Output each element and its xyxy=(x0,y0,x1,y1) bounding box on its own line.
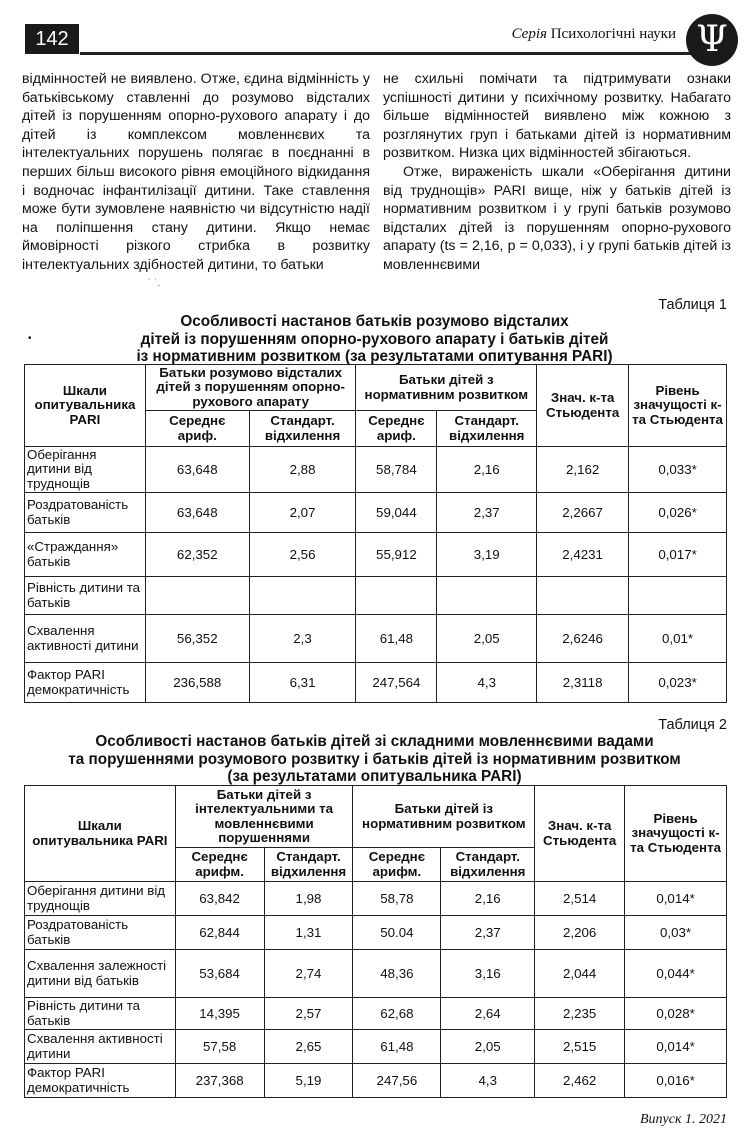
table-cell: 2,65 xyxy=(264,1030,353,1064)
table-cell: 61,48 xyxy=(356,615,437,663)
table1-header-student: Знач. к-та Стьюдента xyxy=(537,365,629,447)
table2-header-mean: Середнє арифм. xyxy=(353,848,441,882)
left-paragraph: відмінностей не виявлено. Отже, єдина відмінність у батьківському ставленні до розумово відсталих дітей із порушенням опорно-рухового апарату і до дітей із комплексом мовленнєвих та інтелектуальних порушень полягає в поєднанні в перших більш високого рівня емоційного відкидання і водночас інфантилізації дитини. Таке ставлення може бути зумовлене наявністю чи відсутністю надії на поліпшення стану дитини. Якщо немає ймовірності різкого стрибка в розвитку інтелектуальних здібностей дитини, то батьки xyxy=(22,71,370,273)
table-cell: 0,044* xyxy=(625,950,727,998)
table-cell: 2,515 xyxy=(535,1030,625,1064)
scan-artifact: • xyxy=(28,333,32,344)
table-cell: 2,6246 xyxy=(537,615,629,663)
table1-header-group1: Батьки розумово відсталих дітей з порушенням опорно-рухового апарату xyxy=(145,365,356,411)
table-cell: 63,648 xyxy=(145,447,249,493)
table-cell: 237,368 xyxy=(175,1064,264,1098)
table-row xyxy=(25,447,727,493)
table-cell: 62,68 xyxy=(353,998,441,1030)
table2 xyxy=(24,785,727,1098)
footer-issue: Випуск 1. 2021 xyxy=(639,1112,727,1127)
table-cell: 247,564 xyxy=(356,663,437,703)
table-cell: 2,07 xyxy=(249,493,356,533)
table-cell: 62,844 xyxy=(175,916,264,950)
right-paragraph-2: Отже, вираженість шкали «Оберігання дитини від труднощів» PARI вище, ніж у батьків дітей із нормативним розвитком і у групі батьків розумово відсталих дітей із порушенням опорно-рухового апарату (ts = 2,16, р = 0,033), і у групі батьків дітей із мовленнєвими xyxy=(383,163,731,273)
table-cell: 2,56 xyxy=(249,533,356,577)
table-cell: 2,3 xyxy=(249,615,356,663)
table-row xyxy=(25,663,727,703)
table-row xyxy=(25,533,727,577)
table-cell-scale: Схвалення залежності дитини від батьків xyxy=(25,950,176,998)
table-cell: 0,014* xyxy=(625,1030,727,1064)
table-cell-scale: Схвалення активності дитини xyxy=(25,1030,176,1064)
table-cell: 2,16 xyxy=(437,447,537,493)
table1-header-group2: Батьки дітей з нормативним розвитком xyxy=(356,365,537,411)
table-cell xyxy=(537,577,629,615)
table-cell-scale: «Страждання» батьків xyxy=(25,533,146,577)
table2-label: Таблиця 2 xyxy=(658,717,727,733)
table-cell: 48,36 xyxy=(353,950,441,998)
table-cell: 62,352 xyxy=(145,533,249,577)
table-cell: 53,684 xyxy=(175,950,264,998)
table-cell: 63,648 xyxy=(145,493,249,533)
text-column-left xyxy=(22,70,370,275)
table2-title-line: та порушеннями розумового розвитку і батьків дітей із нормативним розвитком xyxy=(68,750,681,768)
table-row xyxy=(25,882,727,916)
table-cell-scale: Фактор PARI демократичність xyxy=(25,663,146,703)
table2-title xyxy=(20,733,729,786)
table-cell: 3,16 xyxy=(441,950,535,998)
table2-header-sd: Стандарт. відхилення xyxy=(441,848,535,882)
psi-logo-icon: Ψ xyxy=(686,14,738,66)
table-cell xyxy=(356,577,437,615)
table-cell xyxy=(629,577,727,615)
table-cell: 5,19 xyxy=(264,1064,353,1098)
table-cell: 6,31 xyxy=(249,663,356,703)
table1-header-significance: Рівень значущості к-та Стьюдента xyxy=(629,365,727,447)
table2-header-significance: Рівень значущості к-та Стьюдента xyxy=(625,786,727,882)
table-cell xyxy=(249,577,356,615)
table-cell: 0,023* xyxy=(629,663,727,703)
table-cell xyxy=(145,577,249,615)
table-cell: 2,462 xyxy=(535,1064,625,1098)
page-number: 142 xyxy=(25,24,79,54)
table-cell: 0,03* xyxy=(625,916,727,950)
table1-label: Таблиця 1 xyxy=(658,297,727,313)
table-cell: 57,58 xyxy=(175,1030,264,1064)
table-cell-scale: Оберігання дитини від труднощів xyxy=(25,882,176,916)
right-paragraph-1: не схильні помічати та підтримувати ознаки успішності дитини у психічному розвитку. Набагато більше відмінностей виявлено між кожною з розглянутих груп і батьками дітей із нормативним розвитком. Низка цих відмінностей збігаються. xyxy=(383,71,731,162)
table-cell: 2,514 xyxy=(535,882,625,916)
series-prefix: Серія xyxy=(511,26,547,42)
table-row xyxy=(25,493,727,533)
table1-header-scales: Шкали опитувальника PARI xyxy=(25,365,146,447)
table-cell: 2,4231 xyxy=(537,533,629,577)
table-row xyxy=(25,916,727,950)
series-title xyxy=(512,26,676,43)
table1-title-line: Особливості настанов батьків розумово відсталих xyxy=(180,313,569,330)
table-cell: 56,352 xyxy=(145,615,249,663)
table-cell: 2,044 xyxy=(535,950,625,998)
table-cell: 3,19 xyxy=(437,533,537,577)
table-cell: 247,56 xyxy=(353,1064,441,1098)
table2-header-mean: Середнє арифм. xyxy=(175,848,264,882)
table-cell xyxy=(437,577,537,615)
table-cell: 0,014* xyxy=(625,882,727,916)
table1 xyxy=(24,364,727,703)
table-cell: 2,74 xyxy=(264,950,353,998)
table1-title xyxy=(20,313,729,366)
table-cell: 0,016* xyxy=(625,1064,727,1098)
table-row xyxy=(25,577,727,615)
page-header xyxy=(18,14,738,58)
table-row xyxy=(25,1064,727,1098)
table-cell: 59,044 xyxy=(356,493,437,533)
table2-header-scales: Шкали опитувальника PARI xyxy=(25,786,176,882)
scan-artifact: ˙ ˙. xyxy=(148,278,161,289)
table-row xyxy=(25,998,727,1030)
table-cell: 236,588 xyxy=(145,663,249,703)
table1-title-line: дітей із порушенням опорно-рухового апарату і батьків дітей xyxy=(140,330,609,348)
table2-header-group2: Батьки дітей із нормативним розвитком xyxy=(353,786,535,848)
table-row xyxy=(25,1030,727,1064)
header-rule xyxy=(80,52,692,55)
table-cell: 2,235 xyxy=(535,998,625,1030)
table-cell: 2,64 xyxy=(441,998,535,1030)
table-cell: 55,912 xyxy=(356,533,437,577)
table-cell: 2,16 xyxy=(441,882,535,916)
table-cell: 0,017* xyxy=(629,533,727,577)
table-cell-scale: Роздратованість батьків xyxy=(25,916,176,950)
table-cell: 0,026* xyxy=(629,493,727,533)
table-cell: 2,88 xyxy=(249,447,356,493)
table-cell-scale: Рівність дитини та батьків xyxy=(25,998,176,1030)
table2-header-sd: Стандарт. відхилення xyxy=(264,848,353,882)
table-cell: 63,842 xyxy=(175,882,264,916)
table2-header-group1: Батьки дітей з інтелектуальними та мовленнєвими порушеннями xyxy=(175,786,353,848)
table-cell: 1,31 xyxy=(264,916,353,950)
table-cell: 2,206 xyxy=(535,916,625,950)
table-cell: 0,01* xyxy=(629,615,727,663)
table-row xyxy=(25,615,727,663)
table-cell: 14,395 xyxy=(175,998,264,1030)
table-cell: 1,98 xyxy=(264,882,353,916)
table-cell: 2,162 xyxy=(537,447,629,493)
table1-header-mean: Середнє ариф. xyxy=(356,411,437,447)
table-row xyxy=(25,950,727,998)
table-cell: 2,57 xyxy=(264,998,353,1030)
table-cell: 2,05 xyxy=(437,615,537,663)
table1-title-line: із нормативним розвитком (за результатами опитування PARI) xyxy=(136,348,613,365)
table-cell: 2,3118 xyxy=(537,663,629,703)
table2-header-student: Знач. к-та Стьюдента xyxy=(535,786,625,882)
table-cell: 50.04 xyxy=(353,916,441,950)
table-cell: 2,37 xyxy=(441,916,535,950)
table-cell: 58,78 xyxy=(353,882,441,916)
table1-header-sd: Стандарт. відхилення xyxy=(437,411,537,447)
table-cell: 61,48 xyxy=(353,1030,441,1064)
table-cell: 0,028* xyxy=(625,998,727,1030)
table-cell-scale: Оберігання дитини від труднощів xyxy=(25,447,146,493)
table-cell: 4,3 xyxy=(441,1064,535,1098)
table1-header-mean: Середнє ариф. xyxy=(145,411,249,447)
table-cell-scale: Рівність дитини та батьків xyxy=(25,577,146,615)
table-cell: 2,2667 xyxy=(537,493,629,533)
table2-title-line: (за результатами опитувальника PARI) xyxy=(227,768,522,785)
series-name: Психологічні науки xyxy=(550,26,676,42)
table-cell: 58,784 xyxy=(356,447,437,493)
table-cell-scale: Роздратованість батьків xyxy=(25,493,146,533)
table-cell-scale: Схвалення активності дитини xyxy=(25,615,146,663)
text-column-right xyxy=(383,70,731,275)
table2-title-line: Особливості настанов батьків дітей зі складними мовленнєвими вадами xyxy=(95,733,654,750)
table-cell: 2,05 xyxy=(441,1030,535,1064)
table-cell: 2,37 xyxy=(437,493,537,533)
table-cell: 4,3 xyxy=(437,663,537,703)
table-cell: 0,033* xyxy=(629,447,727,493)
table1-header-sd: Стандарт. відхилення xyxy=(249,411,356,447)
table-cell-scale: Фактор PARI демократичність xyxy=(25,1064,176,1098)
